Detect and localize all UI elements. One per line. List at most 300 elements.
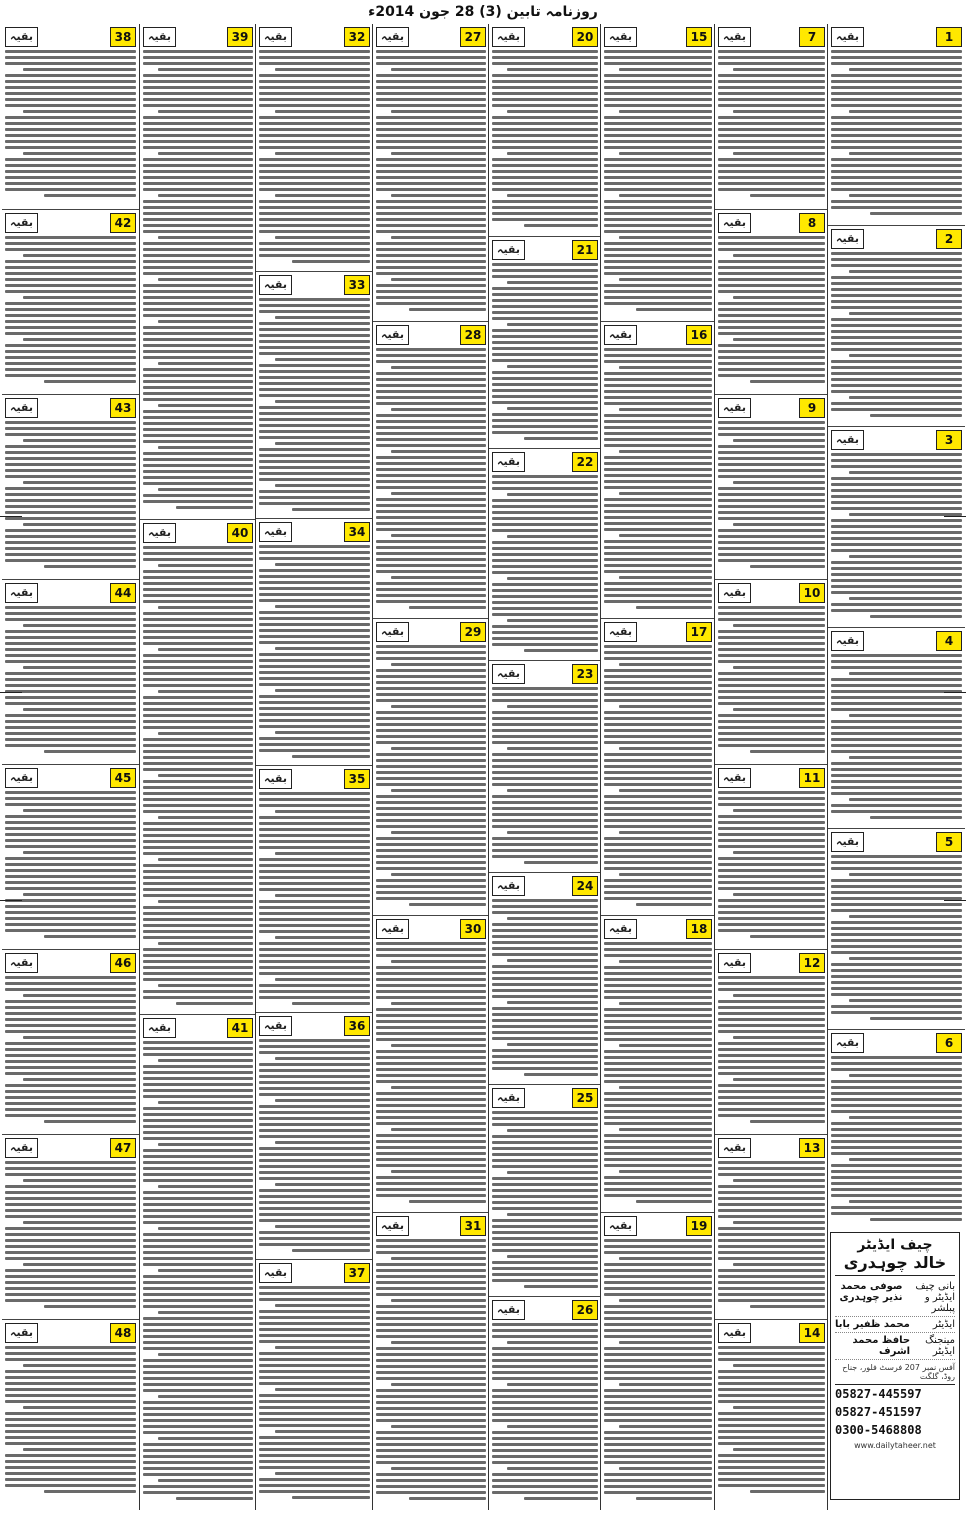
text-line xyxy=(492,929,598,932)
text-line xyxy=(849,597,962,600)
news-continuation-block xyxy=(489,24,601,236)
text-line xyxy=(718,104,825,107)
text-line xyxy=(5,356,136,359)
text-line xyxy=(492,583,598,586)
article-text-lines xyxy=(259,1286,370,1499)
text-line xyxy=(604,296,712,299)
text-line xyxy=(718,1030,825,1033)
text-line xyxy=(604,813,712,816)
text-line xyxy=(718,660,825,663)
text-line xyxy=(259,1292,370,1295)
text-line xyxy=(619,831,712,834)
text-line xyxy=(492,571,598,574)
text-line xyxy=(259,1340,370,1343)
text-line xyxy=(718,1114,825,1117)
text-line xyxy=(5,302,136,305)
article-text-lines xyxy=(376,942,486,1203)
text-line xyxy=(259,104,370,107)
text-line xyxy=(718,499,825,502)
text-line xyxy=(5,839,136,842)
continuation-label: بقیہ xyxy=(718,953,751,973)
text-line xyxy=(376,1176,486,1179)
text-line xyxy=(831,1062,962,1065)
text-line xyxy=(143,452,253,455)
text-line xyxy=(143,392,253,395)
article-text-lines xyxy=(5,791,136,938)
text-line xyxy=(259,743,370,746)
text-line xyxy=(376,1311,486,1314)
text-line xyxy=(376,1401,486,1404)
text-line xyxy=(143,332,253,335)
text-line xyxy=(259,1328,370,1331)
text-line xyxy=(143,708,253,711)
article-text-lines xyxy=(492,263,598,440)
text-line xyxy=(849,798,962,801)
badge-row xyxy=(5,952,136,974)
text-line xyxy=(492,1347,598,1350)
text-line xyxy=(5,1418,136,1421)
text-line xyxy=(619,1044,712,1047)
text-line xyxy=(619,236,712,239)
text-line xyxy=(492,1329,598,1332)
text-line xyxy=(831,591,962,594)
text-line xyxy=(5,1388,136,1391)
text-line xyxy=(604,266,712,269)
text-line xyxy=(143,1089,253,1092)
text-line xyxy=(275,689,370,692)
text-line xyxy=(143,350,253,353)
text-line xyxy=(849,999,962,1002)
text-line xyxy=(5,720,136,723)
text-line xyxy=(275,316,370,319)
text-line xyxy=(718,1197,825,1200)
continuation-label: بقیہ xyxy=(718,213,751,233)
text-line xyxy=(492,625,598,628)
text-line xyxy=(143,272,253,275)
text-line xyxy=(5,1030,136,1033)
text-line xyxy=(259,816,370,819)
text-line xyxy=(5,176,136,179)
text-line xyxy=(391,705,486,708)
text-line xyxy=(23,481,136,484)
text-line xyxy=(718,1442,825,1445)
text-line xyxy=(259,1406,370,1409)
text-line xyxy=(259,1063,370,1066)
text-line xyxy=(718,260,825,263)
text-line xyxy=(143,374,253,377)
text-line xyxy=(376,1239,486,1242)
text-line xyxy=(376,669,486,672)
text-line xyxy=(5,911,136,914)
continuation-number-badge: 18 xyxy=(686,919,712,939)
text-line xyxy=(391,492,486,495)
text-line xyxy=(5,1161,136,1164)
text-line xyxy=(259,436,370,439)
text-line xyxy=(718,86,825,89)
article-text-lines xyxy=(5,50,136,197)
text-line xyxy=(718,642,825,645)
article-text-lines xyxy=(5,236,136,383)
text-line xyxy=(718,248,825,251)
text-line xyxy=(259,1165,370,1168)
text-line xyxy=(5,1460,136,1463)
text-line xyxy=(259,1370,370,1373)
text-line xyxy=(492,1123,598,1126)
text-line xyxy=(831,288,962,291)
text-line xyxy=(23,666,136,669)
text-line xyxy=(492,947,598,950)
text-line xyxy=(143,1203,253,1206)
badge-row xyxy=(604,26,712,48)
text-line xyxy=(492,104,598,107)
text-line xyxy=(718,56,825,59)
text-line xyxy=(376,837,486,840)
text-line xyxy=(831,146,962,149)
text-line xyxy=(718,1287,825,1290)
text-line xyxy=(376,420,486,423)
text-line xyxy=(849,1116,962,1119)
text-line xyxy=(492,1055,598,1058)
text-line xyxy=(718,1418,825,1421)
text-line xyxy=(259,569,370,572)
text-line xyxy=(492,218,598,221)
text-line xyxy=(507,281,598,284)
text-line xyxy=(5,50,136,53)
text-line xyxy=(259,304,370,307)
text-line xyxy=(259,1352,370,1355)
text-line xyxy=(733,1036,825,1039)
badge-row xyxy=(376,918,486,940)
text-line xyxy=(158,152,253,155)
text-line xyxy=(718,374,825,377)
text-line xyxy=(259,370,370,373)
text-line xyxy=(5,74,136,77)
text-line xyxy=(143,146,253,149)
text-line xyxy=(259,472,370,475)
text-line xyxy=(849,672,962,675)
text-line xyxy=(604,984,712,987)
text-line xyxy=(376,885,486,888)
text-line xyxy=(5,684,136,687)
text-line xyxy=(870,1218,962,1221)
text-line xyxy=(143,1413,253,1416)
text-line xyxy=(733,1179,825,1182)
text-line xyxy=(718,1472,825,1475)
text-line xyxy=(5,290,136,293)
text-line xyxy=(5,487,136,490)
text-line xyxy=(492,1365,598,1368)
text-line xyxy=(492,1323,598,1326)
text-line xyxy=(718,744,825,747)
text-line xyxy=(143,756,253,759)
continuation-number-badge: 6 xyxy=(936,1033,962,1053)
text-line xyxy=(831,567,962,570)
text-line xyxy=(259,966,370,969)
text-line xyxy=(492,801,598,804)
text-line xyxy=(391,663,486,666)
continuation-label: بقیہ xyxy=(604,919,637,939)
text-line xyxy=(376,1263,486,1266)
text-line xyxy=(636,903,712,906)
text-line xyxy=(831,744,962,747)
text-line xyxy=(492,1267,598,1270)
text-line xyxy=(831,188,962,191)
text-line xyxy=(158,1143,253,1146)
text-line xyxy=(143,624,253,627)
text-line xyxy=(259,545,370,548)
text-line xyxy=(5,815,136,818)
text-line xyxy=(143,470,253,473)
text-line xyxy=(376,807,486,810)
text-line xyxy=(259,382,370,385)
text-line xyxy=(831,1188,962,1191)
text-line xyxy=(619,873,712,876)
text-line xyxy=(604,1491,712,1494)
continuation-label: بقیہ xyxy=(143,1018,176,1038)
text-line xyxy=(524,1285,598,1288)
text-line xyxy=(158,1437,253,1440)
badge-row xyxy=(604,1215,712,1237)
news-continuation-block xyxy=(256,1259,373,1506)
fold-mark-left-3 xyxy=(0,900,22,901)
text-line xyxy=(524,1497,598,1500)
text-line xyxy=(23,624,136,627)
text-line xyxy=(831,903,962,906)
text-line xyxy=(604,1419,712,1422)
article-text-lines xyxy=(492,475,598,652)
text-line xyxy=(259,116,370,119)
text-line xyxy=(831,158,962,161)
text-line xyxy=(604,1335,712,1338)
text-line xyxy=(831,654,962,657)
text-line xyxy=(492,1443,598,1446)
text-line xyxy=(275,563,370,566)
text-line xyxy=(604,699,712,702)
text-line xyxy=(718,302,825,305)
text-line xyxy=(376,693,486,696)
text-line xyxy=(831,50,962,53)
text-line xyxy=(718,553,825,556)
text-line xyxy=(831,495,962,498)
badge-row xyxy=(492,451,598,473)
text-line xyxy=(376,122,486,125)
text-line xyxy=(619,747,712,750)
text-line xyxy=(376,254,486,257)
text-line xyxy=(143,440,253,443)
text-line xyxy=(831,507,962,510)
text-line xyxy=(604,212,712,215)
text-line xyxy=(718,1293,825,1296)
text-line xyxy=(158,900,253,903)
text-line xyxy=(259,1075,370,1078)
text-line xyxy=(376,855,486,858)
text-line xyxy=(492,1159,598,1162)
text-line xyxy=(750,565,825,568)
text-line xyxy=(604,390,712,393)
text-line xyxy=(376,867,486,870)
text-line xyxy=(5,427,136,430)
text-line xyxy=(507,110,598,113)
text-line xyxy=(143,894,253,897)
text-line xyxy=(259,587,370,590)
news-continuation-block xyxy=(489,448,601,660)
article-text-lines xyxy=(492,1323,598,1500)
text-line xyxy=(604,1080,712,1083)
text-line xyxy=(492,1141,598,1144)
text-line xyxy=(604,600,712,603)
text-line xyxy=(492,56,598,59)
news-continuation-block xyxy=(489,236,601,448)
text-line xyxy=(718,612,825,615)
text-line xyxy=(376,146,486,149)
text-line xyxy=(718,1090,825,1093)
text-line xyxy=(259,749,370,752)
text-line xyxy=(604,1134,712,1137)
text-line xyxy=(831,939,962,942)
text-line xyxy=(5,284,136,287)
text-line xyxy=(376,1287,486,1290)
text-line xyxy=(376,56,486,59)
text-line xyxy=(23,1263,136,1266)
text-line xyxy=(718,134,825,137)
text-line xyxy=(376,1413,486,1416)
text-line xyxy=(376,128,486,131)
news-continuation-block xyxy=(715,1319,828,1504)
text-line xyxy=(492,335,598,338)
text-line xyxy=(492,1371,598,1374)
text-line xyxy=(831,531,962,534)
text-line xyxy=(259,641,370,644)
text-line xyxy=(376,600,486,603)
text-line xyxy=(604,783,712,786)
text-line xyxy=(259,490,370,493)
text-line xyxy=(5,1197,136,1200)
text-line xyxy=(492,711,598,714)
text-line xyxy=(849,396,962,399)
text-line xyxy=(143,780,253,783)
text-line xyxy=(5,1358,136,1361)
text-line xyxy=(492,559,598,562)
text-line xyxy=(831,519,962,522)
text-line xyxy=(718,797,825,800)
text-line xyxy=(718,176,825,179)
news-continuation-block xyxy=(256,518,373,765)
text-line xyxy=(831,1170,962,1173)
continuation-number-badge: 47 xyxy=(110,1138,136,1158)
text-line xyxy=(604,146,712,149)
text-line xyxy=(143,684,253,687)
text-line xyxy=(5,475,136,478)
text-line xyxy=(23,708,136,711)
text-line xyxy=(492,1195,598,1198)
text-line xyxy=(275,731,370,734)
text-line xyxy=(604,669,712,672)
text-line xyxy=(718,1466,825,1469)
text-line xyxy=(718,815,825,818)
article-text-lines xyxy=(831,654,962,819)
text-line xyxy=(376,396,486,399)
text-line xyxy=(718,863,825,866)
text-line xyxy=(524,437,598,440)
text-line xyxy=(259,798,370,801)
text-line xyxy=(5,1412,136,1415)
text-line xyxy=(5,988,136,991)
text-line xyxy=(492,1135,598,1138)
text-line xyxy=(507,1341,598,1344)
text-line xyxy=(718,116,825,119)
text-line xyxy=(718,1275,825,1278)
text-line xyxy=(733,994,825,997)
text-line xyxy=(391,873,486,876)
text-line xyxy=(619,789,712,792)
text-line xyxy=(259,665,370,668)
text-line xyxy=(492,717,598,720)
text-line xyxy=(143,804,253,807)
text-line xyxy=(376,1080,486,1083)
badge-row xyxy=(5,26,136,48)
news-continuation-block xyxy=(256,271,373,518)
text-line xyxy=(259,900,370,903)
continuation-label: بقیہ xyxy=(5,953,38,973)
text-line xyxy=(718,821,825,824)
text-line xyxy=(5,553,136,556)
text-line xyxy=(492,1353,598,1356)
text-line xyxy=(5,266,136,269)
news-continuation-block xyxy=(601,618,715,915)
text-line xyxy=(143,1449,253,1452)
text-line xyxy=(831,80,962,83)
news-continuation-block xyxy=(2,764,139,949)
text-line xyxy=(604,540,712,543)
text-line xyxy=(44,565,136,568)
text-line xyxy=(492,425,598,428)
text-line xyxy=(604,432,712,435)
text-line xyxy=(5,1209,136,1212)
text-line xyxy=(492,1111,598,1114)
text-line xyxy=(604,1251,712,1254)
badge-row xyxy=(718,952,825,974)
text-line xyxy=(831,963,962,966)
text-line xyxy=(492,311,598,314)
text-line xyxy=(604,302,712,305)
text-line xyxy=(718,833,825,836)
news-continuation-block xyxy=(828,828,965,1029)
text-line xyxy=(604,1263,712,1266)
text-line xyxy=(275,1472,370,1475)
text-line xyxy=(5,1472,136,1475)
text-line xyxy=(492,395,598,398)
text-line xyxy=(143,576,253,579)
badge-row xyxy=(492,239,598,261)
text-line xyxy=(259,1394,370,1397)
text-line xyxy=(259,1135,370,1138)
text-line xyxy=(718,875,825,878)
text-line xyxy=(604,1158,712,1161)
text-line xyxy=(507,1213,598,1216)
text-line xyxy=(5,1370,136,1373)
text-line xyxy=(831,525,962,528)
news-continuation-block xyxy=(140,519,256,1014)
text-line xyxy=(831,390,962,393)
continuation-label: بقیہ xyxy=(376,325,409,345)
text-line xyxy=(831,372,962,375)
text-line xyxy=(718,1281,825,1284)
text-line xyxy=(143,1263,253,1266)
continuation-label: بقیہ xyxy=(5,1138,38,1158)
news-continuation-block xyxy=(715,24,828,209)
text-line xyxy=(143,494,253,497)
text-line xyxy=(604,1317,712,1320)
